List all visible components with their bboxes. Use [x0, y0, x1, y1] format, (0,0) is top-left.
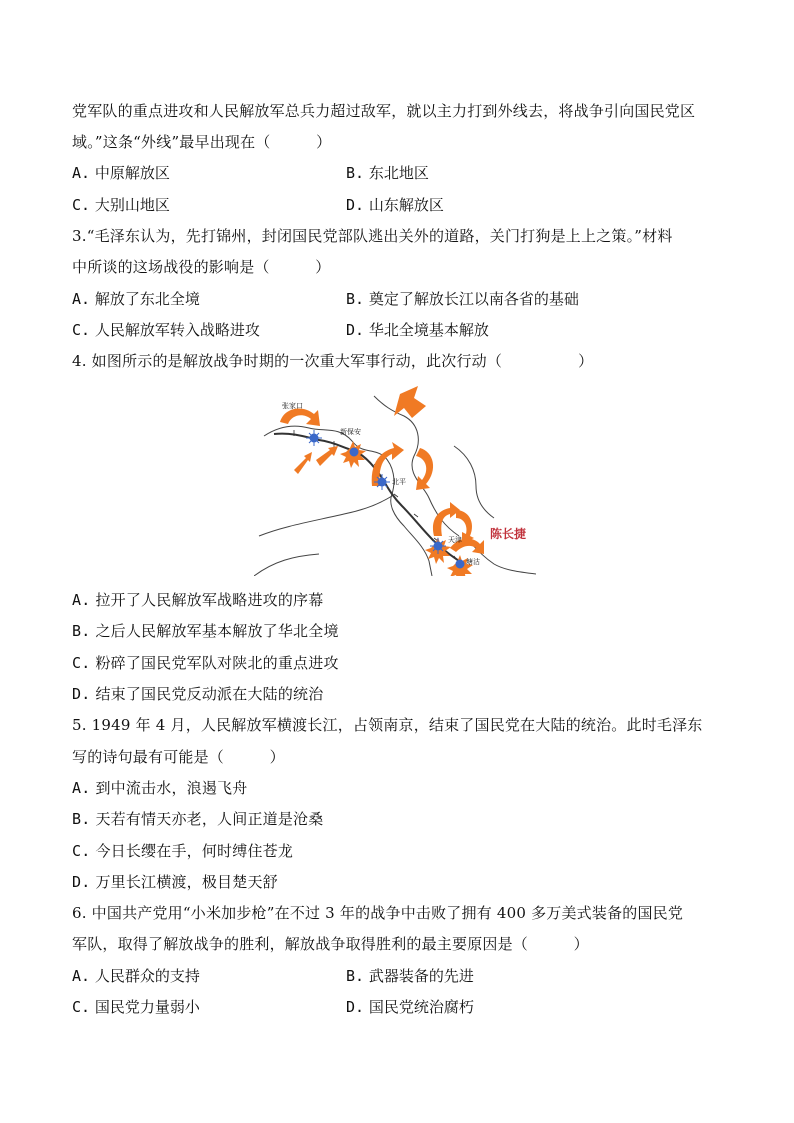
map-boundaries	[254, 396, 536, 576]
option-letter: C.	[72, 321, 91, 339]
option-letter: D.	[346, 321, 365, 339]
option-letter: B.	[72, 810, 91, 828]
q3-option-c[interactable]	[72, 320, 260, 340]
arrow-sw-1	[294, 452, 312, 474]
option-text: 东北地区	[368, 164, 429, 182]
option-letter: D.	[72, 685, 91, 703]
city-xinbaoan	[350, 448, 358, 456]
q6-option-c[interactable]	[72, 997, 200, 1017]
q6-option-b[interactable]	[346, 966, 474, 986]
option-text: 粉碎了国民党军队对陕北的重点进攻	[95, 654, 339, 672]
q6-option-a[interactable]	[72, 966, 200, 986]
option-letter: A.	[72, 290, 91, 308]
label-chenchangjie: 陈长捷	[490, 527, 527, 541]
q2-stem-line-1: 党军队的重点进攻和人民解放军总兵力超过敌军，就以主力打到外线去，将战争引向国民党区	[72, 102, 696, 120]
label-zhangjiakou: 张家口	[282, 402, 303, 410]
q2-option-b[interactable]	[346, 163, 429, 183]
q4-option-a[interactable]	[72, 590, 323, 610]
q4-option-c[interactable]	[72, 653, 339, 673]
option-letter: C.	[72, 654, 91, 672]
attack-arrows	[280, 386, 484, 554]
option-letter: B.	[346, 967, 365, 985]
label-xinbaoan: 新保安	[340, 428, 361, 436]
label-tianjin: 天津	[448, 536, 462, 544]
option-text: 拉开了人民解放军战略进攻的序幕	[95, 591, 324, 609]
option-letter: D.	[346, 196, 365, 214]
q3-option-b[interactable]	[346, 289, 579, 309]
q5-option-d[interactable]	[72, 872, 278, 892]
q2-option-a[interactable]	[72, 163, 170, 183]
option-text: 人民解放军转入战略进攻	[94, 321, 260, 339]
option-text: 结束了国民党反动派在大陆的统治	[95, 685, 324, 703]
label-beiping: 北平	[392, 478, 406, 486]
option-text: 国民党统治腐朽	[368, 998, 474, 1016]
option-letter: B.	[346, 290, 365, 308]
map-svg	[254, 386, 536, 576]
option-letter: A.	[72, 591, 91, 609]
q3-option-a[interactable]	[72, 289, 200, 309]
q5-option-c[interactable]	[72, 841, 293, 861]
option-text: 武器装备的先进	[368, 967, 474, 985]
q5-stem-line-2: 写的诗句最有可能是（ ）	[72, 748, 285, 766]
option-letter: C.	[72, 196, 91, 214]
option-text: 山东解放区	[368, 196, 444, 214]
q3-option-d[interactable]	[346, 320, 489, 340]
option-text: 中原解放区	[94, 164, 170, 182]
q6-option-d[interactable]	[346, 997, 474, 1017]
option-letter: B.	[72, 622, 91, 640]
option-letter: A.	[72, 164, 91, 182]
q5-stem-line-1: 5. 1949 年 4 月，人民解放军横渡长江，占领南京，结束了国民党在大陆的统治。此时毛泽东	[72, 716, 703, 734]
option-text: 万里长江横渡，极目楚天舒	[95, 873, 278, 891]
label-tanggu: 塘沽	[466, 558, 480, 566]
city-tanggu	[456, 560, 464, 568]
option-letter: B.	[346, 164, 365, 182]
arrow-tianjin-west	[433, 502, 460, 536]
option-text: 华北全境基本解放	[368, 321, 489, 339]
option-text: 之后人民解放军基本解放了华北全境	[95, 622, 339, 640]
option-text: 人民群众的支持	[94, 967, 200, 985]
option-text: 解放了东北全境	[94, 290, 200, 308]
q4-option-b[interactable]	[72, 621, 339, 641]
option-text: 奠定了解放长江以南各省的基础	[368, 290, 579, 308]
q6-stem-line-2: 军队，取得了解放战争的胜利，解放战争取得胜利的最主要原因是（ ）	[72, 935, 589, 953]
arrow-sw-2	[316, 446, 338, 466]
option-text: 大别山地区	[94, 196, 170, 214]
q4-stem-line-1: 4. 如图所示的是解放战争时期的一次重大军事行动，此次行动（ ）	[72, 352, 594, 370]
option-letter: D.	[346, 998, 365, 1016]
pingjin-campaign-map	[254, 386, 536, 576]
q2-option-c[interactable]	[72, 195, 170, 215]
option-text: 到中流击水，浪遏飞舟	[95, 779, 248, 797]
option-letter: C.	[72, 998, 91, 1016]
arrow-zhangjiakou	[280, 408, 320, 426]
option-letter: D.	[72, 873, 91, 891]
q4-option-d[interactable]	[72, 684, 323, 704]
option-letter: C.	[72, 842, 91, 860]
option-text: 国民党力量弱小	[94, 998, 200, 1016]
q3-stem-line-2: 中所谈的这场战役的影响是（ ）	[72, 258, 331, 276]
q3-stem-line-1: 3.“毛泽东认为，先打锦州，封闭国民党部队逃出关外的道路，关门打狗是上上之策。”材料	[72, 227, 673, 245]
arrow-beiping-east	[416, 448, 433, 490]
option-text: 今日长缨在手，何时缚住苍龙	[95, 842, 294, 860]
q5-option-a[interactable]	[72, 778, 247, 798]
q2-stem-line-2: 域。”这条“外线”最早出现在（ ）	[72, 133, 332, 151]
q6-stem-line-1: 6. 中国共产党用“小米加步枪”在不过 3 年的战争中击败了拥有 400 多万美式装备的国民党	[72, 904, 684, 922]
q5-option-b[interactable]	[72, 809, 323, 829]
option-letter: A.	[72, 779, 91, 797]
option-letter: A.	[72, 967, 91, 985]
option-text: 天若有情天亦老，人间正道是沧桑	[95, 810, 324, 828]
q2-option-d[interactable]	[346, 195, 444, 215]
